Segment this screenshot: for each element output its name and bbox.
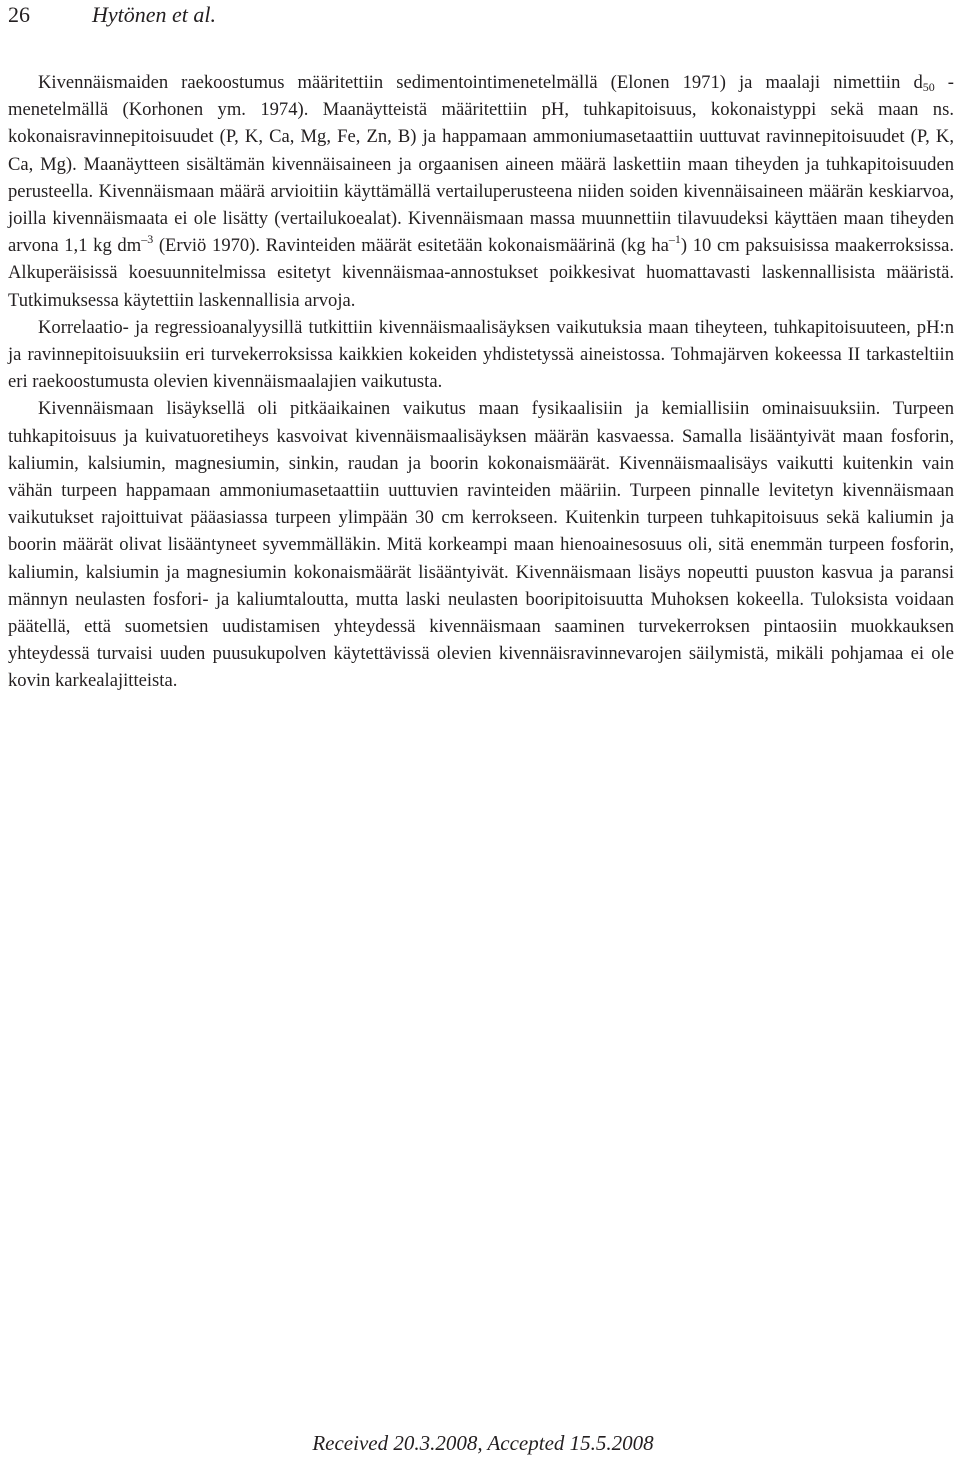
received-accepted-text: Received 20.3.2008, Accepted 15.5.2008 (312, 1431, 654, 1455)
page-number: 26 (8, 2, 30, 27)
page-header (8, 2, 216, 28)
paragraph-methods-part-3: (Erviö 1970). Ravinteiden määrät esitetään kokonaismäärinä (kg ha (153, 235, 669, 257)
paragraph-methods-part-1: Kivennäismaiden raekoostumus määritettiin sedimentointimenetelmällä (Elonen 1971) ja maalaji nimettiin d (38, 72, 923, 93)
paragraph-methods-part-2: -menetelmällä (Korhonen ym. 1974). Maanäytteistä määritettiin pH, tuhkapitoisuus, kokonaistyppi sekä maan ns. kokonaisravinnepitoisuudet (P, K, Ca, Mg, Fe, Zn, B) ja happamaan ammoniumasetaattiin uuttuvat ravinnepitoisuudet (P, K, Ca, Mg). Maanäytteen sisältämän kivennäisaineen ja orgaanisen aineen määrä laskettiin maan tiheyden ja tuhkapitoisuuden perusteella. Kivennäismaan määrä arvioitiin käyttämällä vertailuperusteena niiden soiden kivennäisaineen määrän keskiarvoa, joilla kivennäismaata ei ole lisätty (vertailukoealat). Kivennäismaan massa muunnettiin tilavuudeksi käyttäen maan tiheyden arvona 1,1 kg dm (8, 72, 954, 257)
paragraph-methods-part-4: ) 10 cm paksuisissa maakerroksissa. Alkuperäisissä koesuunnitelmissa esitetyt kivennäismaa-annostukset poikkesivat huomattavasti laskennallisista määristä. Tutkimuksessa käytettiin laskennallisia arvoja. (8, 235, 954, 311)
running-head: Hytönen et al. (92, 2, 217, 27)
body-text (8, 69, 954, 695)
superscript-minus-3: –3 (141, 232, 154, 247)
paragraph-methods (8, 69, 954, 314)
superscript-minus-1: –1 (668, 232, 681, 247)
received-accepted-note (0, 1430, 960, 1456)
paragraph-analysis: Korrelaatio- ja regressioanalyysillä tutkittiin kivennäismaalisäyksen vaikutuksia maan tiheyteen, tuhkapitoisuuteen, pH:n ja ravinnepitoisuuksiin eri turvekerroksissa kaikkien kokeiden yhdistetyssä aineistossa. Tohmajärven kokeessa II tarkasteltiin eri raekoostumusta olevien kivennäismaalajien vaikutusta. (8, 316, 954, 393)
subscript-50: 50 (922, 80, 935, 94)
paragraph-results: Kivennäismaan lisäyksellä oli pitkäaikainen vaikutus maan fysikaalisiin ja kemiallisiin ominaisuuksiin. Turpeen tuhkapitoisuus ja kuivatuoretiheys kasvoivat kivennäismaalisäyksen määrän kasvaessa. Samalla lisääntyivät maan fosforin, kaliumin, kalsiumin, magnesiumin, sinkin, raudan ja boorin kokonaismäärät. Kivennäismaalisäys vaikutti kuitenkin vain vähän turpeen happamaan ammoniumasetaattiin uuttuvien ravinteiden määriin. Turpeen pinnalle levitetyn kivennäismaan vaikutukset rajoittuivat pääasiassa turpeen ylimpään 30 cm kerrokseen. Kuitenkin turpeen tuhkapitoisuus sekä kaliumin ja boorin määrät olivat lisääntyneet syvemmälläkin. Mitä korkeampi maan hienoainesosuus oli, sitä enemmän turpeen fosforin, kaliumin, kalsiumin ja magnesiumin kokonaismäärät lisääntyivät. Kivennäismaan lisäys nopeutti puuston kasvua ja paransi männyn neulasten fosfori- ja kaliumtaloutta, mutta laski neulasten booripitoisuutta Muhoksen kokeella. Tuloksista voidaan päätellä, että suometsien uudistamisen yhteydessä kivennäismaan saaminen turvekerroksen pintaosiin muokkauksen yhteydessä turvaisi uuden puusukupolven käytettävissä olevien kivennäisravinnevarojen säilymistä, mikäli pohjamaa ei ole kovin karkealajitteista. (8, 398, 954, 692)
